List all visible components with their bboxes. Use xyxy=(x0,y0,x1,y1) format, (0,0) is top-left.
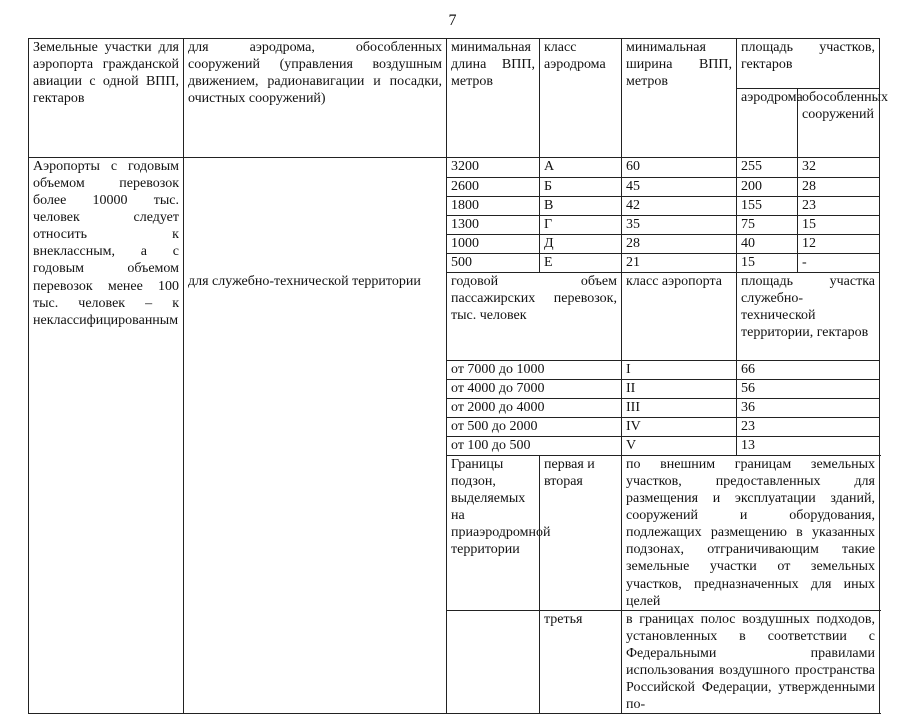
subzone-third-text: в границах полос воздушных подходов, установленных в соответствии с Федеральными правилами использования воздушного пространства Российской Федерации, утвержденными по- xyxy=(622,610,880,713)
cell-area-separate: 12 xyxy=(798,235,880,254)
cell-area-separate: 32 xyxy=(798,158,880,178)
cell-aerodrome-class: Е xyxy=(540,254,622,273)
cell-min-length: 1000 xyxy=(447,235,540,254)
land-plots-table xyxy=(28,38,889,714)
cell-airport-class: I xyxy=(622,361,737,380)
cell-min-width: 28 xyxy=(622,235,737,254)
cell-service-area: 36 xyxy=(737,399,880,418)
service-header-class: класс аэропорта xyxy=(622,273,737,361)
cell-passenger-volume: от 7000 до 1000 xyxy=(447,361,622,380)
cell-min-length: 3200 xyxy=(447,158,540,178)
cell-area-aerodrome: 200 xyxy=(737,178,798,197)
header-aerodrome-purpose: для аэродрома, обособленных сооружений (управления воздушным движением, радионавигации и посадки, очистных сооружений) xyxy=(184,39,447,158)
subzone-first-second-text: по внешним границам земельных участков, предоставленных для размещения и эксплуатации зданий, сооружений и оборудования, подлежащих размещению в указанных подзонах, отграничивающим такие земельные участки от земельных участков, предназначенных для иных целей xyxy=(622,456,880,611)
cell-area-aerodrome: 75 xyxy=(737,216,798,235)
cell-passenger-volume: от 2000 до 4000 xyxy=(447,399,622,418)
header-min-width: минимальная ширина ВПП, метров xyxy=(622,39,737,158)
cell-area-separate: - xyxy=(798,254,880,273)
service-territory-label: для служебно-технической территории xyxy=(184,273,447,714)
cell-area-separate: 15 xyxy=(798,216,880,235)
service-header-volume: годовой объем пассажирских перевозок, тыс. человек xyxy=(447,273,622,361)
empty-cell xyxy=(184,158,447,273)
aerodrome-row xyxy=(29,158,880,178)
cell-area-separate: 23 xyxy=(798,197,880,216)
header-area-separate: обособленных сооружений xyxy=(798,89,880,158)
cell-service-area: 56 xyxy=(737,380,880,399)
cell-area-aerodrome: 15 xyxy=(737,254,798,273)
cell-area-aerodrome: 255 xyxy=(737,158,798,178)
cell-min-width: 35 xyxy=(622,216,737,235)
cell-min-width: 45 xyxy=(622,178,737,197)
cell-airport-class: V xyxy=(622,437,737,456)
airports-note: Аэропорты с годовым объемом перевозок более 10000 тыс. человек следует относить к внеклассным, а с годовым объемом перевозок менее 100 тыс. человек – к неклассифицированным xyxy=(29,158,184,714)
header-row xyxy=(29,39,880,89)
cell-aerodrome-class: Б xyxy=(540,178,622,197)
cell-min-length: 1300 xyxy=(447,216,540,235)
header-land-plots: Земельные участки для аэропорта гражданской авиации с одной ВПП, гектаров xyxy=(29,39,184,158)
header-area-aerodrome: аэродрома xyxy=(737,89,798,158)
cell-aerodrome-class: В xyxy=(540,197,622,216)
cell-min-length: 1800 xyxy=(447,197,540,216)
header-min-length: минимальная длина ВПП, метров xyxy=(447,39,540,158)
cell-min-length: 2600 xyxy=(447,178,540,197)
cell-service-area: 13 xyxy=(737,437,880,456)
cell-service-area: 66 xyxy=(737,361,880,380)
cell-aerodrome-class: А xyxy=(540,158,622,178)
subzone-first-second-label: первая и вторая xyxy=(540,456,622,611)
cell-service-area: 23 xyxy=(737,418,880,437)
cell-airport-class: IV xyxy=(622,418,737,437)
subzone-third-label: третья xyxy=(540,610,622,713)
page-number: 7 xyxy=(448,12,457,29)
subzones-label: Границы подзон, выделяемых на приаэродромной территории xyxy=(447,456,540,611)
cell-aerodrome-class: Г xyxy=(540,216,622,235)
service-header-area: площадь участка служебно-технической территории, гектаров xyxy=(737,273,880,361)
cell-min-width: 21 xyxy=(622,254,737,273)
cell-min-width: 42 xyxy=(622,197,737,216)
cell-passenger-volume: от 500 до 2000 xyxy=(447,418,622,437)
cell-airport-class: II xyxy=(622,380,737,399)
cell-area-separate: 28 xyxy=(798,178,880,197)
cell-airport-class: III xyxy=(622,399,737,418)
cell-min-length: 500 xyxy=(447,254,540,273)
cell-area-aerodrome: 40 xyxy=(737,235,798,254)
header-aerodrome-class: класс аэродрома xyxy=(540,39,622,158)
empty-cell xyxy=(447,610,540,713)
cell-area-aerodrome: 155 xyxy=(737,197,798,216)
cell-passenger-volume: от 4000 до 7000 xyxy=(447,380,622,399)
cell-passenger-volume: от 100 до 500 xyxy=(447,437,622,456)
cell-min-width: 60 xyxy=(622,158,737,178)
header-area: площадь участков, гектаров xyxy=(737,39,880,89)
cell-aerodrome-class: Д xyxy=(540,235,622,254)
